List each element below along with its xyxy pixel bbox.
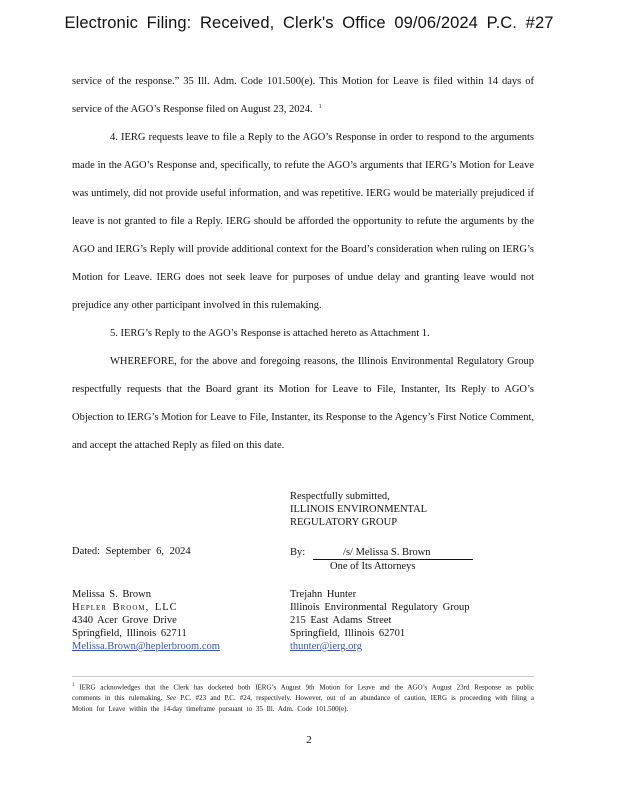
footnote-text-a: IERG acknowledges that the Clerk has docketed both IERG’s August 9th Motion for Leave and the AGO’s August 23rd Response as public comments in this rulemaking. (72, 683, 535, 703)
signature-block (290, 490, 427, 529)
left-contact-block (72, 588, 220, 653)
footnote-divider (72, 676, 534, 677)
paragraph-continuation: service of the response.” 35 Ill. Adm. Code 101.500(e). This Motion for Leave is filed within 14 days of service of the AGO’s Response filed on August 23, 2024. $^1$ (72, 76, 534, 115)
contact-name: Trejahn Hunter (290, 589, 357, 600)
signature-line: /s/ Melissa S. Brown (313, 546, 473, 560)
right-contact-block (290, 588, 470, 653)
footnote-ref[interactable]: 1 (318, 103, 322, 110)
date-line: Dated: September 6, 2024 (72, 546, 191, 557)
firm-name: Hepler Broom, LLC (72, 602, 178, 613)
filing-header: Electronic Filing: Received, Clerk's Office 09/06/2024 P.C. #27 (64, 14, 554, 32)
respectfully-submitted: Respectfully submitted, (290, 491, 390, 502)
org-name-line2: REGULATORY GROUP (290, 517, 398, 528)
footnote-see: See (166, 694, 177, 703)
paragraph-4: 4. IERG requests leave to file a Reply to the AGO’s Response in order to respond to the arguments made in the AGO’s Response and, specifically, to refute the AGO’s arguments that IERG’s Motion for Leave was untimely, did not provide useful information, and was repetitive. IERG would be materially prejudiced if leave is not granted to file a Reply. IERG should be afforded the opportunity to refute the arguments by the AGO and IERG’s Reply will provide additional context for the Board’s consideration when ruling on IERG’s Motion for Leave. IERG does not seek leave for purposes of undue delay and granting leave would not prejudice any other participant involved in this rulemaking. (72, 132, 534, 311)
one-of-attorneys: One of Its Attorneys (330, 561, 416, 572)
wherefore-paragraph: WHEREFORE, for the above and foregoing reasons, the Illinois Environmental Regulatory Group respectfully requests that the Board grant its Motion for Leave to File, Instanter, Its Reply to AGO’s Objection to IERG’s Motion for Leave to File, Instanter, its Response to the Agency’s First Notice Comment, and accept the attached Reply as filed on this date. (72, 356, 534, 451)
page-number: 2 (306, 734, 312, 746)
footnote-number: 1 (72, 683, 75, 688)
org-name: Illinois Environmental Regulatory Group (290, 602, 470, 613)
paragraph-5: 5. IERG’s Reply to the AGO’s Response is attached hereto as Attachment 1. (110, 328, 430, 339)
by-signature (290, 546, 473, 573)
footnote (72, 680, 534, 715)
city-state-zip: Springfield, Illinois 62701 (290, 628, 406, 639)
city-state-zip: Springfield, Illinois 62711 (72, 628, 187, 639)
footnote-text-b: P.C. #23 and P.C. #24, respectively. However, out of an abundance of caution, IERG is proceeding with filing a Motion for Leave within the 14-day timeframe pursuant to 35 Ill. Adm. Code 101.500(e). (72, 694, 535, 714)
by-label: By: (290, 547, 306, 558)
email-link[interactable]: Melissa.Brown@heplerbroom.com (72, 641, 220, 652)
document-body (72, 68, 534, 460)
street-address: 4340 Acer Grove Drive (72, 615, 177, 626)
street-address: 215 East Adams Street (290, 615, 392, 626)
contact-name: Melissa S. Brown (72, 589, 151, 600)
org-name-line1: ILLINOIS ENVIRONMENTAL (290, 504, 428, 515)
email-link[interactable]: thunter@ierg.org (290, 641, 362, 652)
